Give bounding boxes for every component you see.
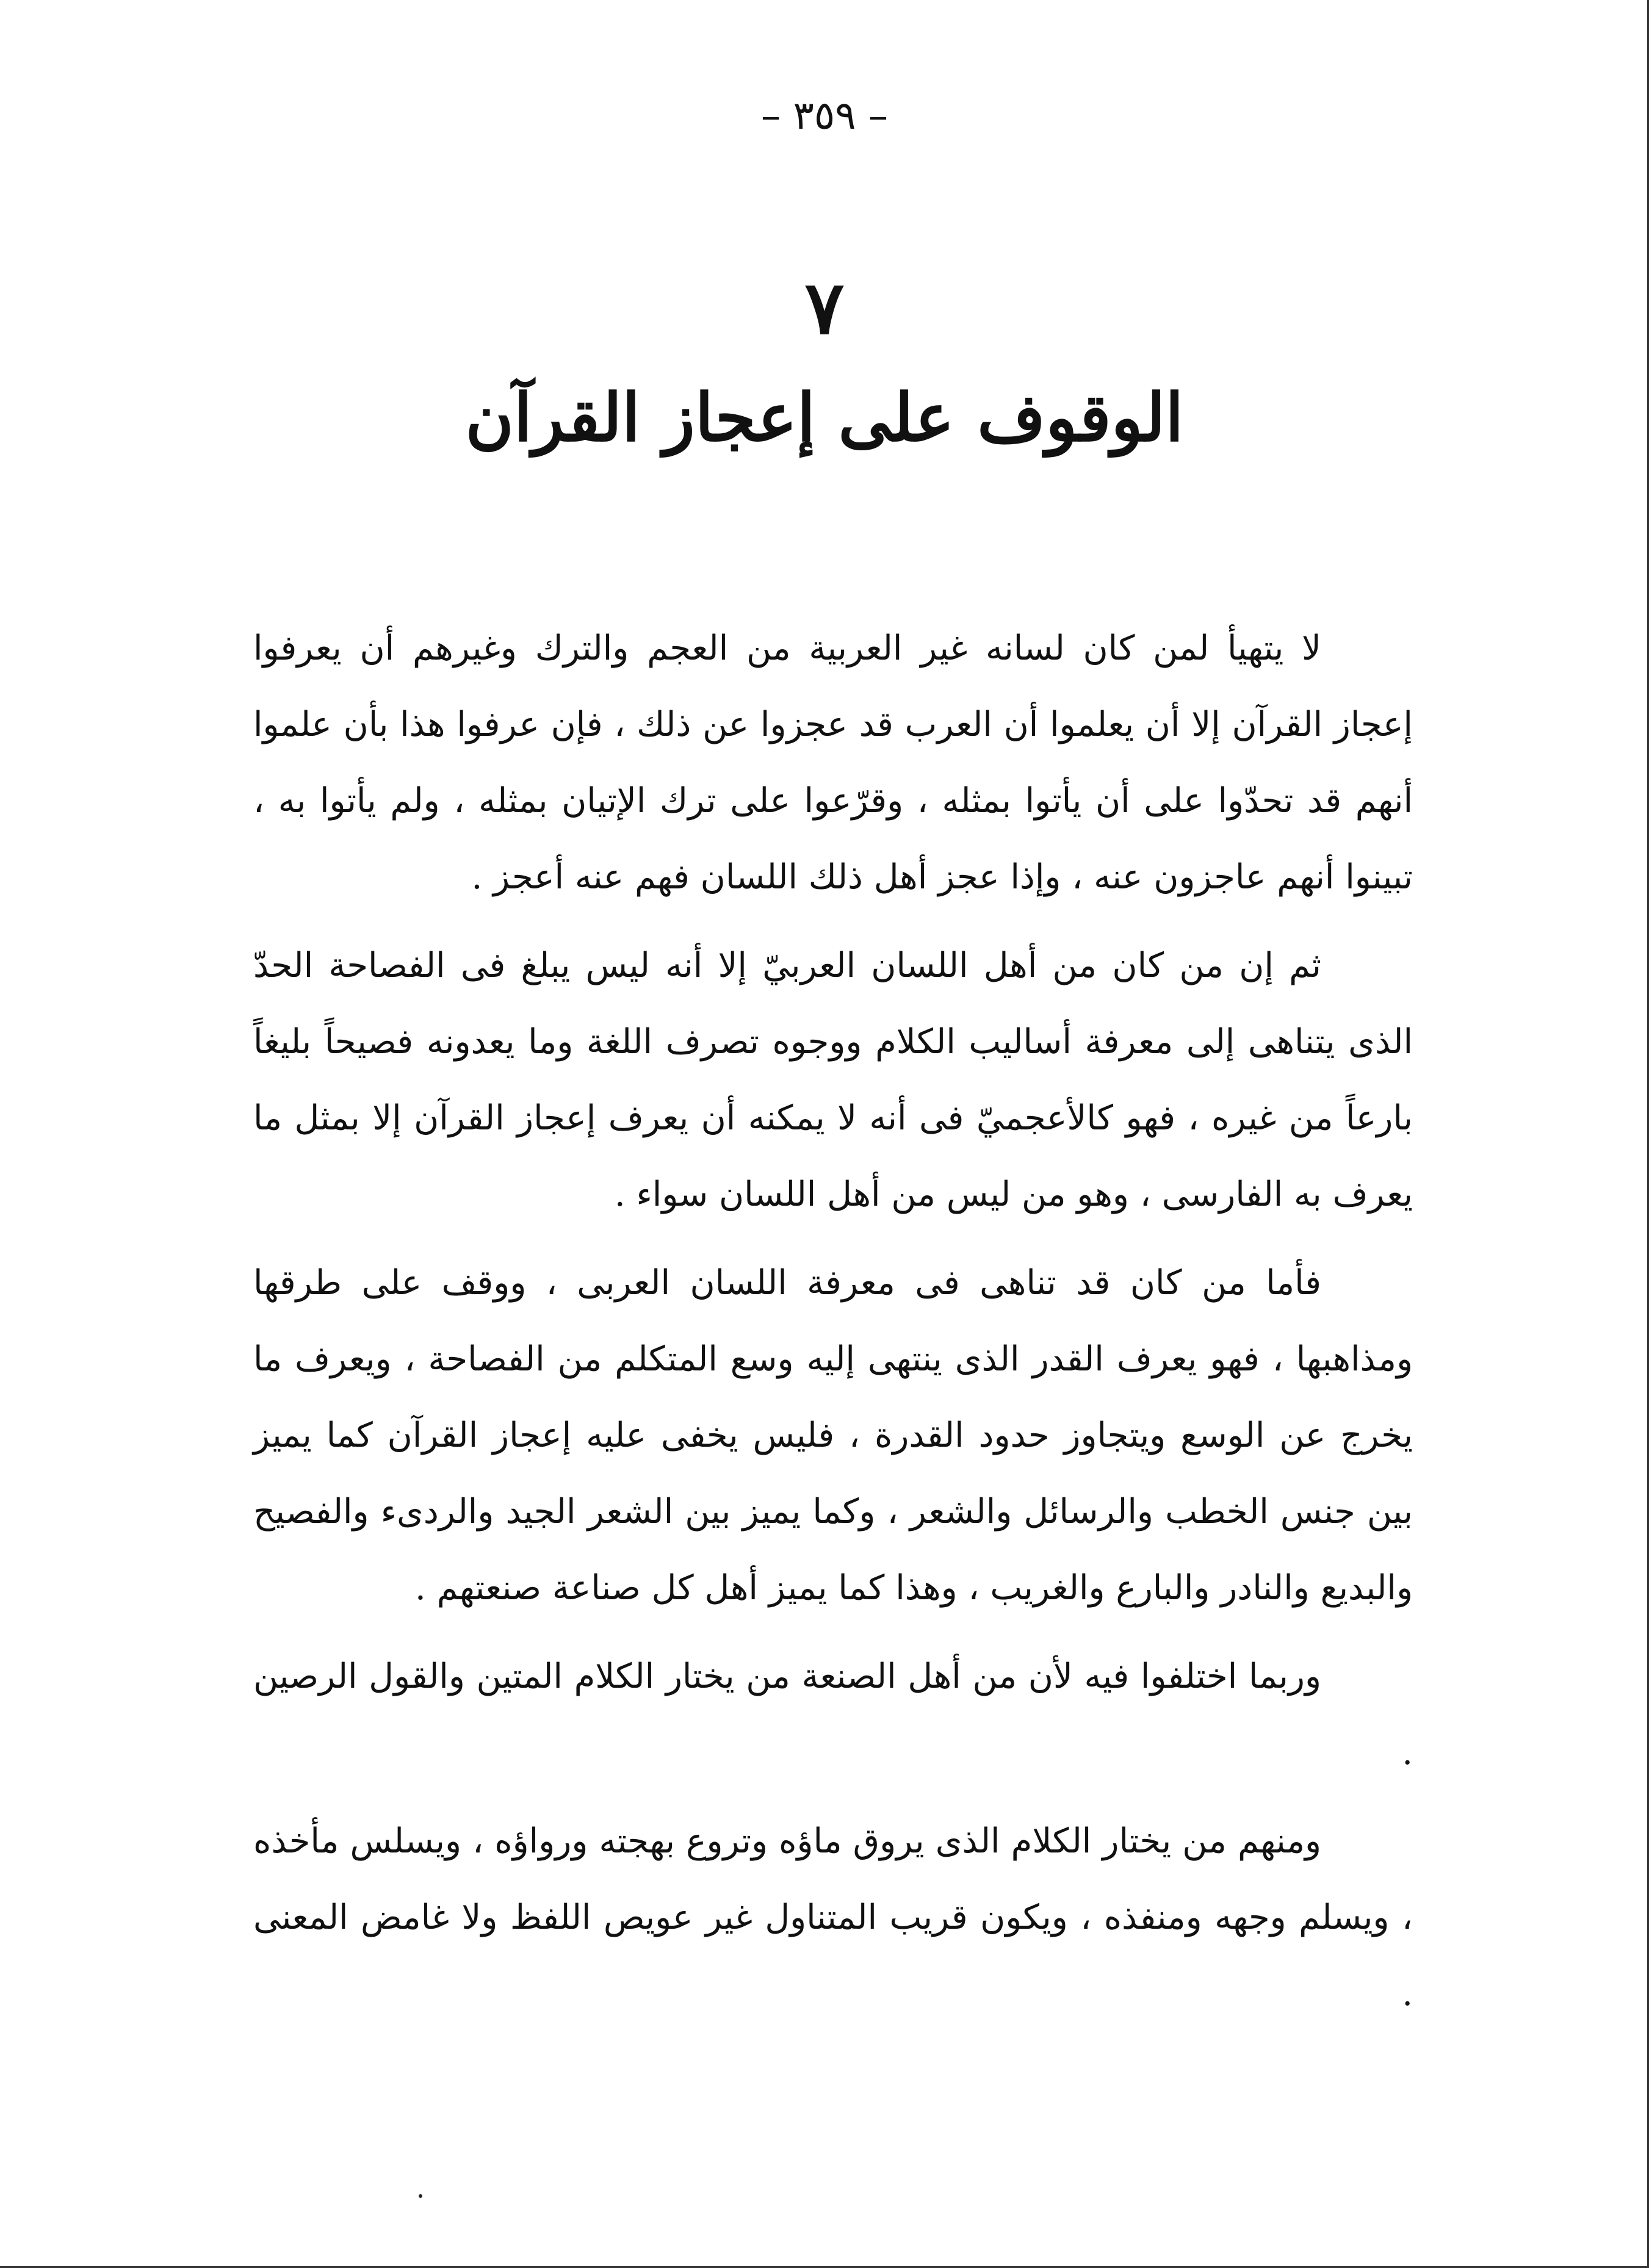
body-text bbox=[253, 610, 1413, 2044]
page-number: – ٣٥٩ – bbox=[761, 93, 888, 139]
scan-speck bbox=[419, 2194, 422, 2198]
chapter-title: الوقوف على إعجاز القرآن bbox=[465, 380, 1184, 456]
paragraph-2: ثم إن من كان من أهل اللسان العربيّ إلا أنه ليس يبلغ فى الفصاحة الحدّ الذى يتناهى إلى معرفة أساليب الكلام ووجوه تصرف اللغة وما يعدونه فصيحاً بليغاً بارعاً من غيره ، فهو كالأعجميّ فى أنه لا يمكنه أن يعرف إعجاز القرآن إلا بمثل ما يعرف به الفارسى ، وهو من ليس من أهل اللسان سواء . bbox=[253, 946, 1413, 1214]
chapter-number: ٧ bbox=[804, 265, 845, 351]
paragraph-5: ومنهم من يختار الكلام الذى يروق ماؤه وتروع بهجته ورواؤه ، ويسلس مأخذه ، ويسلم وجهه ومنفذه ، ويكون قريب المتناول غير عويص اللفظ ولا غامض المعنى . bbox=[253, 1821, 1413, 2014]
paragraph-1: لا يتهيأ لمن كان لسانه غير العربية من العجم والترك وغيرهم أن يعرفوا إعجاز القرآن إلا أن يعلموا أن العرب قد عجزوا عن ذلك ، فإن عرفوا هذا بأن علموا أنهم قد تحدّوا على أن يأتوا بمثله ، وقرّعوا على ترك الإتيان بمثله ، ولم يأتوا به ، تبينوا أنهم عاجزون عنه ، وإذا عجز أهل ذلك اللسان فهم عنه أعجز . bbox=[253, 628, 1413, 897]
paragraph-3: فأما من كان قد تناهى فى معرفة اللسان العربى ، ووقف على طرقها ومذاهبها ، فهو يعرف القدر الذى ينتهى إليه وسع المتكلم من الفصاحة ، ويعرف ما يخرج عن الوسع ويتجاوز حدود القدرة ، فليس يخفى عليه إعجاز القرآن كما يميز بين جنس الخطب والرسائل والشعر ، وكما يميز بين الشعر الجيد والردىء والفصيح والبديع والنادر والبارع والغريب ، وهذا كما يميز أهل كل صناعة صنعتهم . bbox=[253, 1263, 1413, 1608]
paragraph-4: وربما اختلفوا فيه لأن من أهل الصنعة من يختار الكلام المتين والقول الرصين . bbox=[253, 1657, 1413, 1773]
